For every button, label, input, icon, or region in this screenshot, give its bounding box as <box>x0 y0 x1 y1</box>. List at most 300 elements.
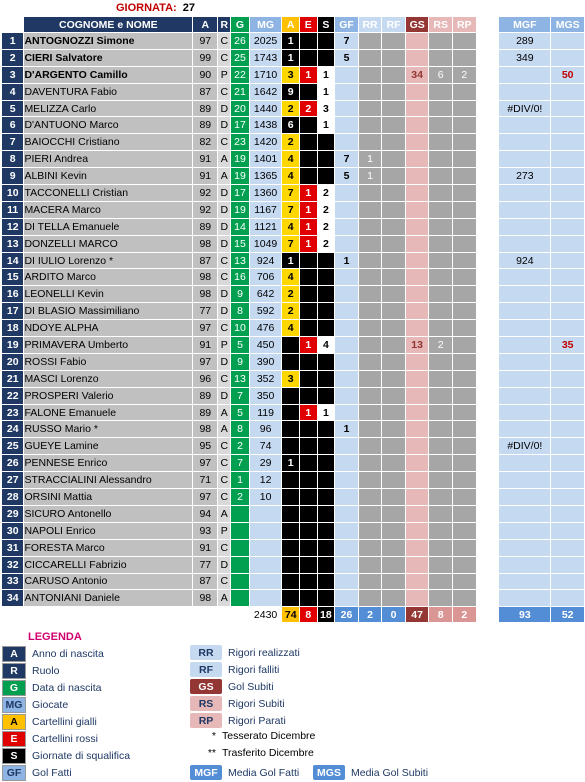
player-role: A <box>218 506 230 522</box>
red-cards <box>300 388 316 404</box>
yellow-cards <box>282 337 299 353</box>
legend-key: E <box>2 731 26 747</box>
red-cards <box>300 33 316 49</box>
avg-goals-conceded <box>551 185 584 201</box>
penalties-scored <box>359 253 382 269</box>
legend-text: Tesserato Dicembre <box>222 730 316 742</box>
suspensions <box>318 50 335 66</box>
suspensions <box>318 523 335 539</box>
yellow-cards <box>282 540 299 556</box>
penalties-saved <box>453 388 476 404</box>
red-cards <box>300 320 316 336</box>
penalties-conceded <box>429 540 452 556</box>
player-role: D <box>218 236 230 252</box>
player-year: 97 <box>193 354 217 370</box>
player-name: PENNESE Enrico <box>24 455 192 471</box>
player-role: D <box>218 286 230 302</box>
suspensions <box>318 269 335 285</box>
player-role: D <box>218 354 230 370</box>
games-played <box>231 574 249 590</box>
player-year: 98 <box>193 286 217 302</box>
avg-goals-conceded <box>551 523 584 539</box>
legend-item-mgf <box>190 765 299 780</box>
row-number: 16 <box>2 286 23 302</box>
goals-conceded <box>406 388 429 404</box>
minutes-played <box>250 574 282 590</box>
yellow-cards: 1 <box>282 33 299 49</box>
penalties-conceded <box>429 320 452 336</box>
games-played <box>231 557 249 573</box>
avg-goals-conceded <box>551 101 584 117</box>
red-cards <box>300 151 316 167</box>
avg-goals-conceded <box>551 84 584 100</box>
penalties-saved <box>453 337 476 353</box>
table-row <box>2 523 584 539</box>
penalties-scored <box>359 540 382 556</box>
avg-goals-conceded <box>551 590 584 606</box>
legend-key: MG <box>2 697 26 713</box>
player-name: ROSSI Fabio <box>24 354 192 370</box>
row-number: 28 <box>2 489 23 505</box>
penalties-saved <box>453 455 476 471</box>
legend-item <box>2 697 68 713</box>
avg-goals-conceded <box>551 50 584 66</box>
total-suspensions: 18 <box>318 607 335 622</box>
gap-cell <box>477 489 499 505</box>
goals-conceded <box>406 489 429 505</box>
games-played: 15 <box>231 236 249 252</box>
minutes-played: 2025 <box>250 33 282 49</box>
minutes-played: 1642 <box>250 84 282 100</box>
gap-cell <box>477 371 499 387</box>
row-number: 13 <box>2 236 23 252</box>
legend-key: RS <box>190 696 222 711</box>
penalties-saved <box>453 472 476 488</box>
player-year: 91 <box>193 151 217 167</box>
avg-goals-scored <box>499 185 550 201</box>
player-role: D <box>218 185 230 201</box>
goals-scored: 7 <box>335 151 358 167</box>
goals-conceded: 13 <box>406 337 429 353</box>
goals-scored: 7 <box>335 33 358 49</box>
legend-item <box>2 646 104 662</box>
goals-conceded <box>406 540 429 556</box>
table-row <box>2 574 584 590</box>
penalties-missed <box>382 117 405 133</box>
player-year: 99 <box>193 50 217 66</box>
gap-cell <box>477 455 499 471</box>
penalties-scored <box>359 84 382 100</box>
penalties-conceded <box>429 303 452 319</box>
penalties-saved <box>453 168 476 184</box>
games-played: 26 <box>231 33 249 49</box>
yellow-cards <box>282 523 299 539</box>
table-row <box>2 101 584 117</box>
penalties-conceded <box>429 421 452 437</box>
header-ruolo: R <box>218 17 230 32</box>
goals-conceded <box>406 354 429 370</box>
penalties-saved <box>453 590 476 606</box>
player-year: 98 <box>193 269 217 285</box>
minutes-played: 390 <box>250 354 282 370</box>
penalties-saved <box>453 421 476 437</box>
header-rr: RR <box>359 17 382 32</box>
total-minutes: 2430 <box>250 607 282 622</box>
player-name: SICURO Antonello <box>24 506 192 522</box>
games-played: 8 <box>231 421 249 437</box>
penalties-saved <box>453 117 476 133</box>
player-year: 87 <box>193 84 217 100</box>
player-year: 91 <box>193 540 217 556</box>
games-played: 2 <box>231 438 249 454</box>
row-number: 7 <box>2 134 23 150</box>
penalties-missed <box>382 84 405 100</box>
penalties-saved <box>453 557 476 573</box>
minutes-played: 119 <box>250 405 282 421</box>
row-number: 15 <box>2 269 23 285</box>
suspensions <box>318 354 335 370</box>
avg-goals-scored <box>499 303 550 319</box>
minutes-played: 1121 <box>250 219 282 235</box>
penalties-missed <box>382 303 405 319</box>
avg-goals-conceded <box>551 540 584 556</box>
goals-scored <box>335 455 358 471</box>
penalties-saved <box>453 253 476 269</box>
goals-scored <box>335 523 358 539</box>
gap-cell <box>477 388 499 404</box>
penalties-missed <box>382 472 405 488</box>
player-name: ARDITO Marco <box>24 269 192 285</box>
suspensions: 1 <box>318 67 335 83</box>
totals-empty <box>2 607 23 622</box>
avg-goals-conceded <box>551 455 584 471</box>
goals-conceded <box>406 371 429 387</box>
gap-cell <box>477 320 499 336</box>
minutes-played: 924 <box>250 253 282 269</box>
player-year: 97 <box>193 489 217 505</box>
penalties-scored <box>359 236 382 252</box>
avg-goals-scored: 289 <box>499 33 550 49</box>
legend-text: Gol Fatti <box>32 767 72 779</box>
legend-item <box>190 747 314 759</box>
avg-goals-scored <box>499 506 550 522</box>
legend-item <box>2 680 101 696</box>
legend-text: Cartellini rossi <box>32 733 98 745</box>
gap-cell <box>477 151 499 167</box>
legend-key: GS <box>190 679 222 694</box>
goals-scored <box>335 574 358 590</box>
penalties-saved <box>453 574 476 590</box>
penalties-missed <box>382 67 405 83</box>
red-cards: 1 <box>300 236 316 252</box>
minutes-played: 352 <box>250 371 282 387</box>
header-anno: A <box>193 17 217 32</box>
player-name: CIERI Salvatore <box>24 50 192 66</box>
penalties-conceded <box>429 117 452 133</box>
games-played: 8 <box>231 303 249 319</box>
player-name: FORESTA Marco <box>24 540 192 556</box>
red-cards: 2 <box>300 101 316 117</box>
penalties-missed <box>382 168 405 184</box>
player-year: 87 <box>193 253 217 269</box>
goals-conceded <box>406 269 429 285</box>
yellow-cards <box>282 489 299 505</box>
penalties-conceded <box>429 438 452 454</box>
penalties-saved <box>453 506 476 522</box>
goals-scored <box>335 320 358 336</box>
minutes-played <box>250 523 282 539</box>
player-year: 98 <box>193 590 217 606</box>
penalties-missed <box>382 371 405 387</box>
goals-scored <box>335 590 358 606</box>
goals-scored <box>335 354 358 370</box>
avg-goals-conceded <box>551 388 584 404</box>
total-avg-goals-scored: 93 <box>499 607 550 622</box>
header-rf: RF <box>382 17 405 32</box>
table-row <box>2 320 584 336</box>
totals-empty <box>218 607 230 622</box>
avg-goals-scored: 924 <box>499 253 550 269</box>
avg-goals-conceded <box>551 421 584 437</box>
goals-conceded <box>406 303 429 319</box>
avg-goals-scored <box>499 455 550 471</box>
red-cards <box>300 50 316 66</box>
penalties-missed <box>382 253 405 269</box>
minutes-played: 96 <box>250 421 282 437</box>
player-rows <box>2 33 584 622</box>
penalties-missed <box>382 269 405 285</box>
table-row <box>2 590 584 606</box>
table-row <box>2 303 584 319</box>
player-role: P <box>218 337 230 353</box>
player-role: C <box>218 489 230 505</box>
penalties-conceded <box>429 590 452 606</box>
penalties-saved <box>453 405 476 421</box>
penalties-scored <box>359 590 382 606</box>
table-row <box>2 151 584 167</box>
minutes-played: 350 <box>250 388 282 404</box>
legend-key: A <box>2 714 26 730</box>
penalties-saved <box>453 84 476 100</box>
penalties-missed <box>382 236 405 252</box>
goals-scored <box>335 405 358 421</box>
player-role: D <box>218 202 230 218</box>
legend-text: Giornate di squalifica <box>32 750 131 762</box>
avg-goals-scored <box>499 320 550 336</box>
yellow-cards: 1 <box>282 455 299 471</box>
player-year: 77 <box>193 557 217 573</box>
goals-scored <box>335 489 358 505</box>
penalties-scored <box>359 101 382 117</box>
avg-goals-scored: 349 <box>499 50 550 66</box>
goals-scored <box>335 202 358 218</box>
penalties-conceded <box>429 134 452 150</box>
suspensions <box>318 421 335 437</box>
gap-cell <box>477 540 499 556</box>
player-role: D <box>218 388 230 404</box>
table-row <box>2 50 584 66</box>
avg-goals-conceded <box>551 557 584 573</box>
penalties-saved <box>453 185 476 201</box>
table-row <box>2 84 584 100</box>
suspensions <box>318 506 335 522</box>
yellow-cards: 4 <box>282 269 299 285</box>
avg-goals-conceded <box>551 236 584 252</box>
table-row <box>2 557 584 573</box>
legend-key: GF <box>2 765 26 781</box>
player-year: 89 <box>193 219 217 235</box>
player-role: C <box>218 540 230 556</box>
goals-scored <box>335 337 358 353</box>
player-role: C <box>218 134 230 150</box>
penalties-conceded <box>429 202 452 218</box>
player-role: C <box>218 574 230 590</box>
red-cards <box>300 354 316 370</box>
player-year: 92 <box>193 185 217 201</box>
penalties-conceded <box>429 472 452 488</box>
avg-goals-scored <box>499 337 550 353</box>
games-played: 16 <box>231 269 249 285</box>
gap-cell <box>477 219 499 235</box>
player-role: C <box>218 371 230 387</box>
legend-item <box>2 748 130 764</box>
penalties-saved <box>453 540 476 556</box>
total-penalties-conceded: 8 <box>429 607 452 622</box>
yellow-cards: 4 <box>282 151 299 167</box>
player-year: 96 <box>193 371 217 387</box>
player-name: CICCARELLI Fabrizio <box>24 557 192 573</box>
red-cards <box>300 117 316 133</box>
penalties-conceded <box>429 185 452 201</box>
penalties-conceded <box>429 269 452 285</box>
totals-empty <box>193 607 217 622</box>
table-row <box>2 354 584 370</box>
player-year: 89 <box>193 405 217 421</box>
penalties-conceded <box>429 455 452 471</box>
games-played: 17 <box>231 185 249 201</box>
legend-item <box>2 663 59 679</box>
row-number: 12 <box>2 219 23 235</box>
minutes-played <box>250 557 282 573</box>
legend-item <box>190 679 274 694</box>
penalties-conceded <box>429 84 452 100</box>
suspensions: 2 <box>318 185 335 201</box>
player-name: NDOYE ALPHA <box>24 320 192 336</box>
penalties-saved <box>453 286 476 302</box>
yellow-cards <box>282 354 299 370</box>
player-role: P <box>218 67 230 83</box>
goals-scored <box>335 557 358 573</box>
avg-goals-conceded <box>551 134 584 150</box>
legend-title: LEGENDA <box>28 631 82 643</box>
red-cards <box>300 303 316 319</box>
goals-conceded <box>406 101 429 117</box>
goals-scored <box>335 101 358 117</box>
red-cards <box>300 134 316 150</box>
penalties-missed <box>382 523 405 539</box>
goals-conceded <box>406 50 429 66</box>
total-avg-goals-conceded: 52 <box>551 607 584 622</box>
legend-text: Data di nascita <box>32 682 102 694</box>
row-number: 4 <box>2 84 23 100</box>
legend-text: Rigori Parati <box>228 714 286 727</box>
player-name: ANTOGNOZZI Simone <box>24 33 192 49</box>
header-e: E <box>300 17 316 32</box>
avg-goals-scored <box>499 472 550 488</box>
games-played: 23 <box>231 134 249 150</box>
avg-goals-scored <box>499 557 550 573</box>
player-name: ORSINI Mattia <box>24 489 192 505</box>
penalties-missed <box>382 540 405 556</box>
penalties-missed <box>382 219 405 235</box>
yellow-cards: 2 <box>282 134 299 150</box>
penalties-saved <box>453 236 476 252</box>
penalties-conceded <box>429 405 452 421</box>
row-number: 14 <box>2 253 23 269</box>
player-role: P <box>218 523 230 539</box>
avg-goals-scored <box>499 371 550 387</box>
suspensions <box>318 438 335 454</box>
red-cards <box>300 455 316 471</box>
games-played <box>231 590 249 606</box>
penalties-scored <box>359 489 382 505</box>
player-year: 98 <box>193 236 217 252</box>
yellow-cards <box>282 574 299 590</box>
penalties-scored <box>359 472 382 488</box>
games-played: 20 <box>231 101 249 117</box>
penalties-conceded <box>429 557 452 573</box>
penalties-conceded <box>429 253 452 269</box>
games-played: 19 <box>231 151 249 167</box>
table-row <box>2 438 584 454</box>
goals-conceded <box>406 253 429 269</box>
red-cards <box>300 523 316 539</box>
penalties-missed <box>382 354 405 370</box>
games-played: 2 <box>231 489 249 505</box>
avg-goals-scored <box>499 134 550 150</box>
legend-text: Ruolo <box>32 665 60 677</box>
row-number: 3 <box>2 67 23 83</box>
penalties-scored <box>359 303 382 319</box>
row-number: 29 <box>2 506 23 522</box>
header-gap <box>477 17 499 32</box>
player-year: 91 <box>193 337 217 353</box>
player-role: C <box>218 455 230 471</box>
yellow-cards: 3 <box>282 67 299 83</box>
minutes-played: 1438 <box>250 117 282 133</box>
goals-scored <box>335 371 358 387</box>
goals-conceded <box>406 117 429 133</box>
legend-key: G <box>2 680 26 696</box>
suspensions <box>318 574 335 590</box>
gap-cell <box>477 557 499 573</box>
total-goals-conceded: 47 <box>406 607 429 622</box>
penalties-scored <box>359 134 382 150</box>
legend-text: Gol Subiti <box>228 680 274 693</box>
penalties-missed <box>382 506 405 522</box>
goals-conceded <box>406 590 429 606</box>
avg-goals-scored <box>499 574 550 590</box>
table-row <box>2 185 584 201</box>
games-played: 25 <box>231 50 249 66</box>
minutes-played: 476 <box>250 320 282 336</box>
legend-item <box>2 714 97 730</box>
player-role: C <box>218 438 230 454</box>
avg-goals-scored <box>499 388 550 404</box>
player-name: DI BLASIO Massimiliano <box>24 303 192 319</box>
totals-empty <box>24 607 192 622</box>
player-role: C <box>218 253 230 269</box>
